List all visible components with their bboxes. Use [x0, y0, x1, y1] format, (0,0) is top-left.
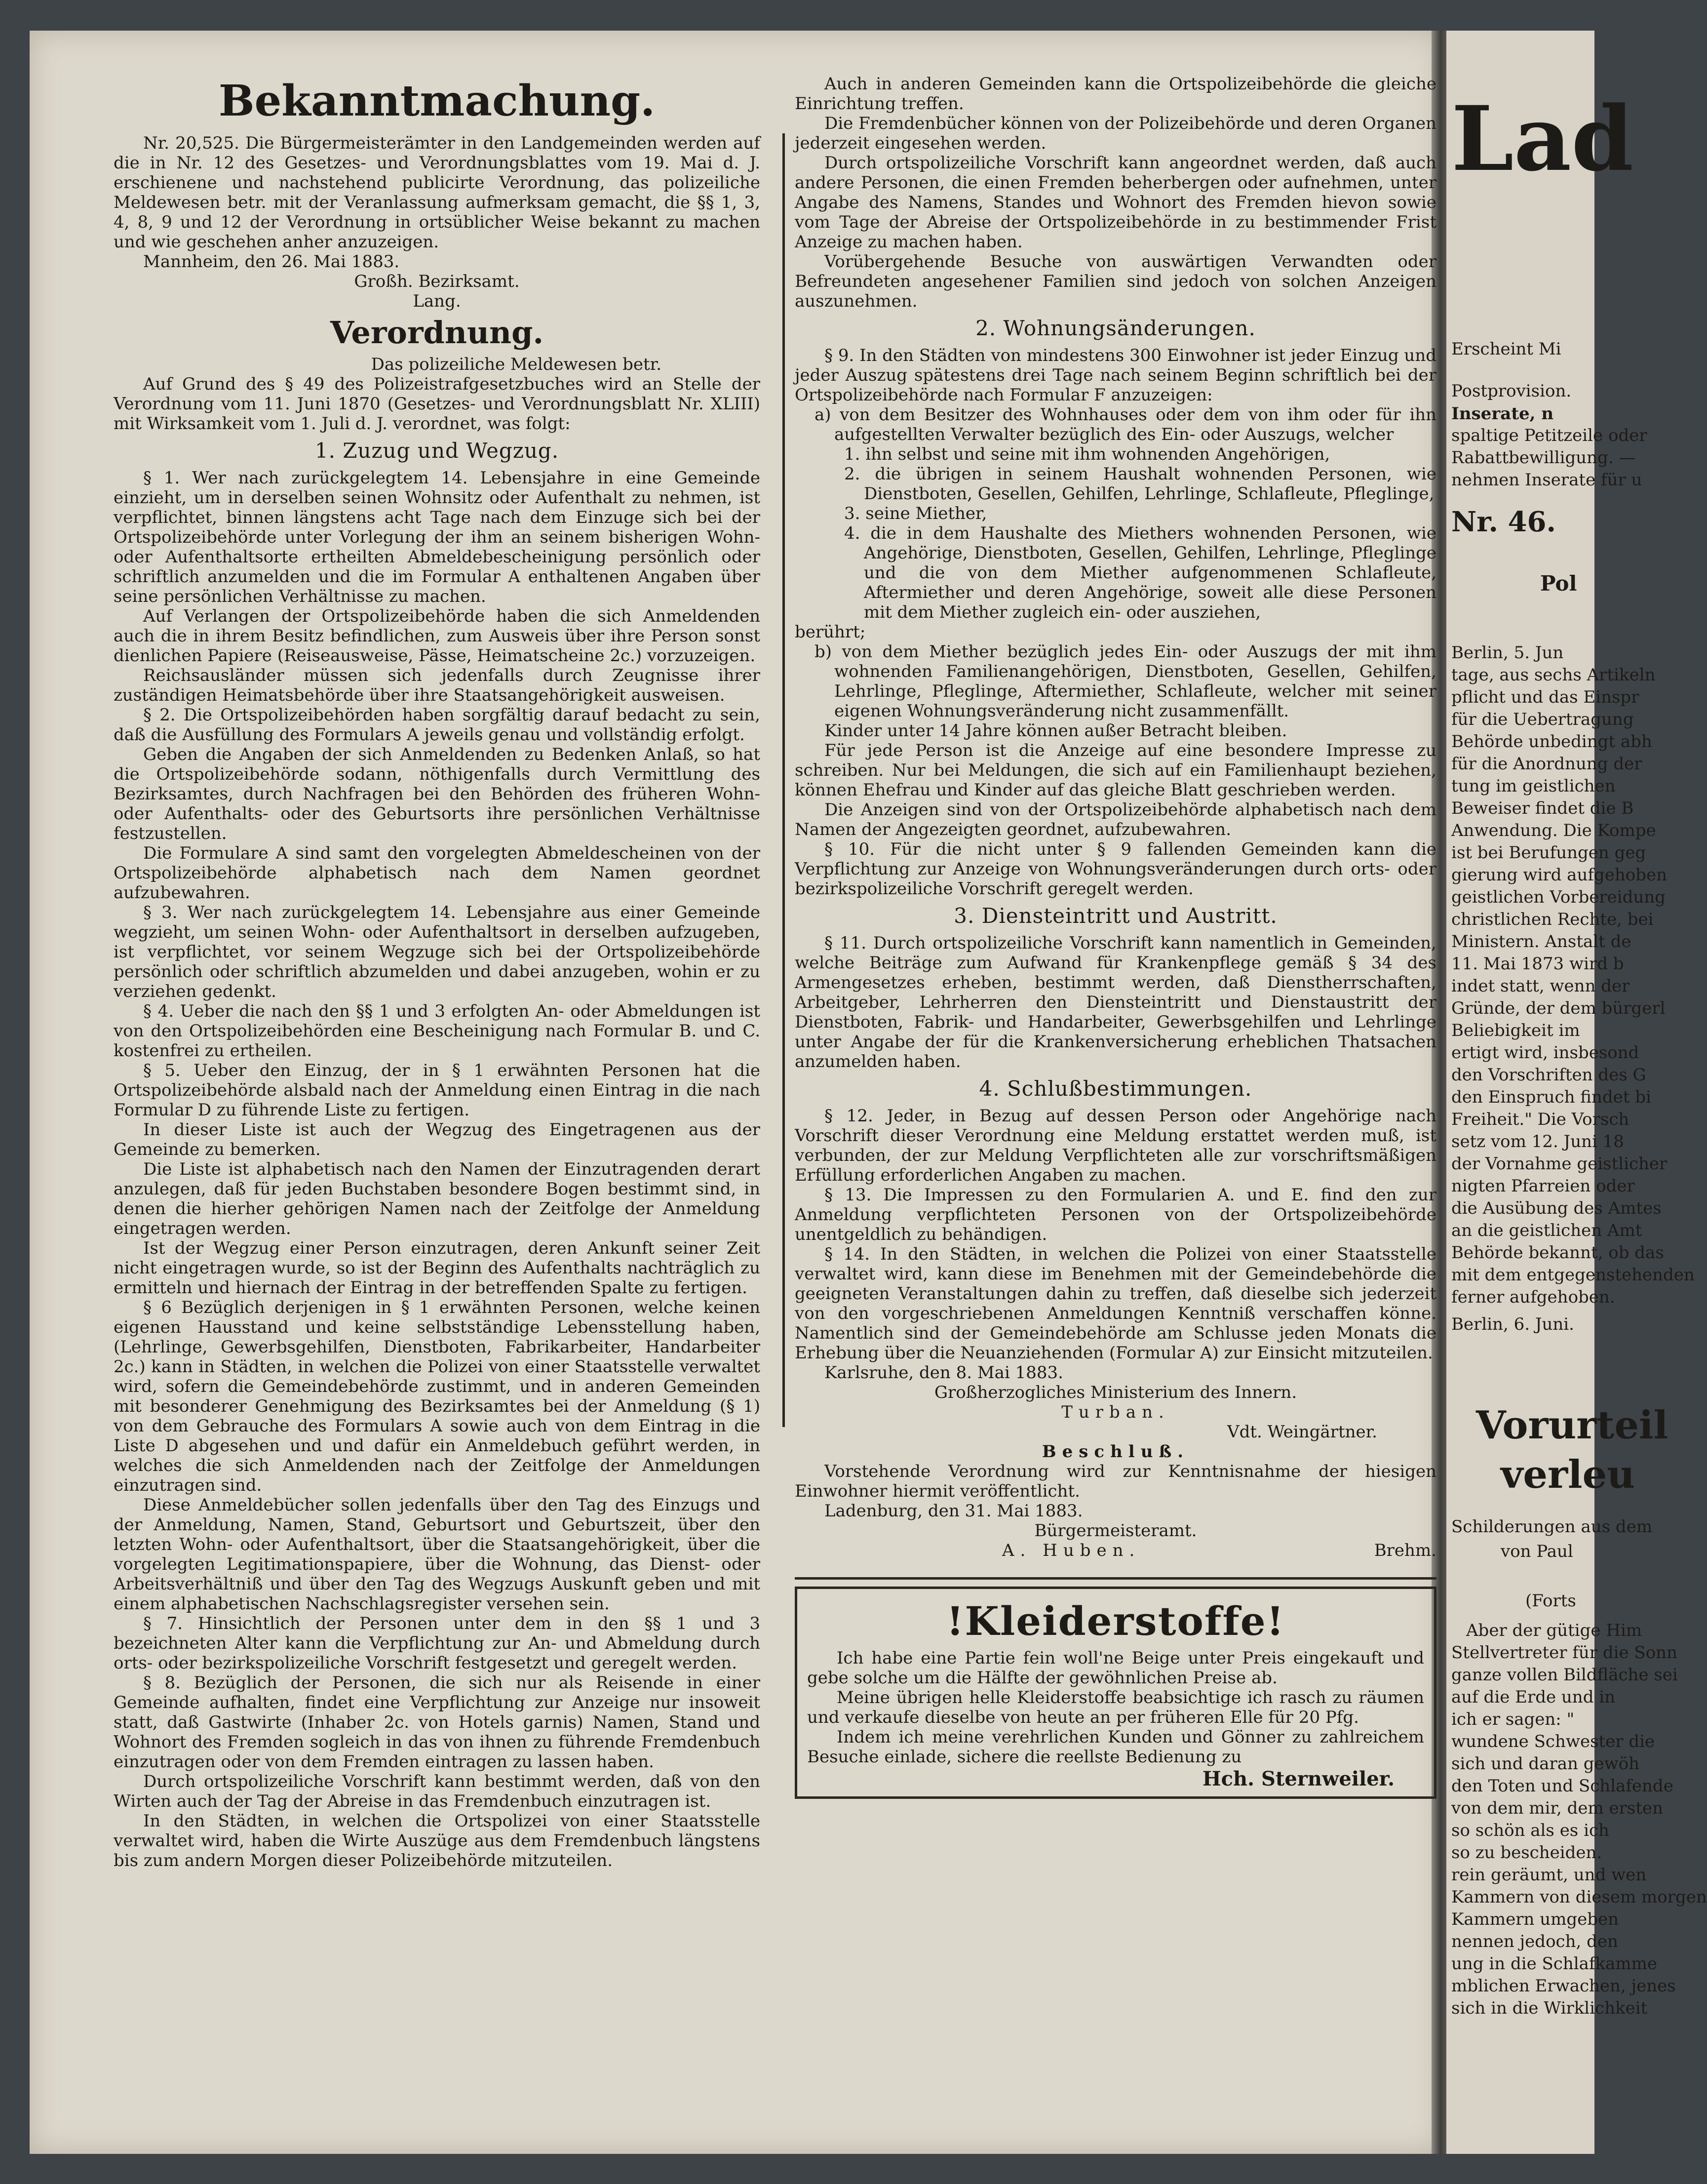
- edge-text: pflicht und das Einspr: [1451, 687, 1639, 707]
- ordinance-ministry: Großherzogliches Ministerium des Innern.: [934, 1383, 1297, 1402]
- edge-text: rein geräumt, und wen: [1451, 1865, 1647, 1885]
- edge-text: für die Anordnung der: [1451, 754, 1642, 774]
- ordinance-signature: Turban.: [1061, 1402, 1170, 1422]
- paragraph: Vorübergehende Besuche von auswärtigen Verwandten oder Befreundeten angesehener Familien sind jedoch von solchen Anzeigen auszunehmen.: [795, 252, 1436, 311]
- section-heading: 4. Schlußbestimmungen.: [979, 1076, 1252, 1101]
- edge-text: Vorurteil: [1476, 1403, 1668, 1448]
- beschluss-signatures: [795, 1541, 1436, 1560]
- left-column: [114, 74, 760, 2099]
- paragraph: Reichsausländer müssen sich jedenfalls durch Zeugnisse ihrer zuständigen Heimatsbehörde über ihre Staatsangehörigkeit ausweisen.: [114, 666, 760, 705]
- list-item: b) von dem Miether bezüglich jedes Ein- oder Auszugs der mit ihm wohnenden Familienangehörigen, Dienstboten, Gesellen, Gehilfen, Lehrlinge, Pfleglinge, Aftermiether, Schlafleute, welcher mit seiner eigenen Wohnungsveränderung nicht zusammenfällt.: [815, 642, 1436, 721]
- list-item: 4. die in dem Haushalte des Miethers wohnenden Personen, wie Angehörige, Dienstboten, Gesellen, Gehilfen, Lehrlinge, Pfleglinge und die von dem Miether aufgenommenen Schlafleute, Aftermiether und deren Angehörige, soweit alle diese Personen mit dem Miether zugleich ein- oder ausziehen,: [844, 523, 1436, 622]
- paragraph: Für jede Person ist die Anzeige auf eine besondere Impresse zu schreiben. Nur bei Meldungen, die sich auf ein Familienhaupt beziehen, können Ehefrau und Kinder auf das gleiche Blatt geschrieben werden.: [795, 741, 1436, 800]
- edge-text: mblichen Erwachen, jenes: [1451, 1976, 1676, 1996]
- edge-text: ung in die Schlafkamme: [1451, 1954, 1657, 1974]
- edge-text: der Vornahme geistlicher: [1451, 1154, 1668, 1174]
- paragraph: § 2. Die Ortspolizeibehörden haben sorgfältig darauf bedacht zu sein, daß die Ausfüllung des Formulars A jeweils genau und vollständig erfolgt.: [114, 705, 760, 745]
- paragraph: Durch ortspolizeiliche Vorschrift kann angeordnet werden, daß auch andere Personen, die einen Fremden beherbergen oder aufnehmen, unter Angabe des Namens, Standes und Wohnort des Fremden hievon sowie vom Tage der Abreise der Ortspolizeibehörde in zu bestimmender Frist Anzeige zu machen haben.: [795, 153, 1436, 252]
- paragraph: § 5. Ueber den Einzug, der in § 1 erwähnten Personen hat die Ortspolizeibehörde alsbald nach der Anmeldung einen Eintrag in die nach Formular D zu führende Liste zu fertigen.: [114, 1061, 760, 1120]
- edge-text: den Vorschriften des G: [1451, 1065, 1646, 1085]
- ad-paragraph: Indem ich meine verehrlichen Kunden und Gönner zu zahlreichem Besuche einlade, sichere die reellste Bedienung zu: [807, 1727, 1424, 1767]
- edge-text: nennen jedoch, den: [1451, 1932, 1618, 1951]
- edge-text: setz vom 12. Juni 18: [1451, 1132, 1624, 1152]
- paragraph: Kinder unter 14 Jahre können außer Betracht bleiben.: [824, 721, 1287, 741]
- paragraph: Ist der Wegzug einer Person einzutragen, deren Ankunft seiner Zeit nicht eingetragen wurde, so ist der Beginn des Aufenthalts nachträglich zu ermitteln und hiernach der Eintrag in der betreffenden Spalte zu fertigen.: [114, 1238, 760, 1298]
- edge-text: indet statt, wenn der: [1451, 976, 1630, 996]
- edge-text: 11. Mai 1873 wird b: [1451, 954, 1624, 974]
- paragraph: Durch ortspolizeiliche Vorschrift kann bestimmt werden, daß von den Wirten auch der Tag der Abreise in das Fremdenbuch einzutragen ist.: [114, 1772, 760, 1811]
- beschluss-signature-1: A. Huben.: [1002, 1541, 1141, 1560]
- edge-text: nehmen Inserate für u: [1451, 470, 1642, 490]
- paragraph: In dieser Liste ist auch der Wegzug des Eingetragenen aus der Gemeinde zu bemerken.: [114, 1120, 760, 1159]
- edge-text: Stellvertreter für die Sonn: [1451, 1643, 1677, 1663]
- list-item: 1. ihn selbst und seine mit ihm wohnenden Angehörigen,: [844, 444, 1330, 464]
- edge-text: verleu: [1501, 1452, 1635, 1497]
- section-heading: 1. Zuzug und Wegzug.: [314, 438, 559, 463]
- edge-text: mit dem entgegenstehenden: [1451, 1265, 1695, 1285]
- edge-text: spaltige Petitzeile oder: [1451, 426, 1647, 445]
- ordinance-place-date: Karlsruhe, den 8. Mai 1883.: [824, 1363, 1063, 1383]
- edge-text: ganze vollen Bildfläche sei: [1451, 1665, 1678, 1685]
- edge-text: Behörde bekannt, ob das: [1451, 1243, 1664, 1263]
- list-item: 3. seine Miether,: [844, 504, 987, 523]
- verordnung-title: Verordnung.: [330, 315, 544, 351]
- paragraph: § 8. Bezüglich der Personen, die sich nur als Reisende in einer Gemeinde aufhalten, findet eine Verpflichtung zur Anzeige nur insoweit statt, daß Gastwirte (Inhaber 2c. von Hotels garnis) Namen, Stand und Wohnort des Fremden sogleich in das von ihnen zu führende Fremdenbuch einzutragen oder von dem Fremden eintragen zu lassen haben.: [114, 1673, 760, 1772]
- edge-text: auf die Erde und in: [1451, 1687, 1616, 1707]
- paragraph: § 6 Bezüglich derjenigen in § 1 erwähnten Personen, welche keinen eigenen Hausstand und keine selbstständige Lebensstellung haben, (Lehrlinge, Gewerbsgehilfen, Dienstboten, Fabrikarbeiter, Handarbeiter 2c.) kann in Städten, in welchen die Polizei von einer Staatsstelle verwaltet wird, sofern die Gemeindebehörde zustimmt, und in anderen Gemeinden mit besonderer Genehmigung des Bezirksamtes bei der Anmeldung (§ 1) von dem Gebrauche des Formulars A sowie auch von dem Eintrag in die Liste D abgesehen und und dafür ein Anmeldebuch geführt werden, in welches die sich Anmeldenden nach der Zeitfolge der Anmeldungen einzutragen sind.: [114, 1298, 760, 1495]
- edge-text: Schilderungen aus dem: [1451, 1517, 1653, 1537]
- section-heading: 3. Diensteintritt und Austritt.: [954, 904, 1278, 928]
- paragraph: § 9. In den Städten von mindestens 300 Einwohner ist jeder Einzug und jeder Auszug spätestens drei Tage nach seinem Beginn schriftlich bei der Ortspolizeibehörde nach Formular F anzuzeigen:: [795, 346, 1436, 405]
- edge-text: tung im geistlichen: [1451, 776, 1616, 796]
- edge-text: Freiheit." Die Vorsch: [1451, 1110, 1629, 1129]
- edge-text: so schön als es ich: [1451, 1821, 1609, 1840]
- edge-text: ertigt wird, insbesond: [1451, 1043, 1639, 1063]
- edge-issue-number: Nr. 46.: [1451, 506, 1556, 538]
- edge-text: die Ausübung des Amtes: [1451, 1198, 1662, 1218]
- list-item: a) von dem Besitzer des Wohnhauses oder dem von ihm oder für ihn aufgestellten Verwalter bezüglich des Ein- oder Auszugs, welcher: [815, 405, 1436, 444]
- bekanntmachung-title: Bekanntmachung.: [218, 76, 656, 126]
- paragraph: § 10. Für die nicht unter § 9 fallenden Gemeinden kann die Verpflichtung zur Anzeige von Wohnungsveränderungen durch orts- oder bezirkspolizeiliche Vorschrift geregelt werden.: [795, 839, 1436, 899]
- ordinance-countersign: Vdt. Weingärtner.: [1227, 1422, 1377, 1442]
- paragraph: Geben die Angaben der sich Anmeldenden zu Bedenken Anlaß, so hat die Ortspolizeibehörde sodann, nöthigenfalls durch Vermittlung des Bezirksamtes, durch Nachfragen bei den Behörden des früheren Wohn- oder Aufenthalts- oder des Geburtsorts ihre persönlichen Verhältnisse festzustellen.: [114, 745, 760, 843]
- column-rule: [782, 133, 785, 1427]
- divider: [795, 1577, 1436, 1580]
- paragraph: Die Anzeigen sind von der Ortspolizeibehörde alphabetisch nach dem Namen der Angezeigten geordnet, aufzubewahren.: [795, 800, 1436, 839]
- edge-text: von dem mir, dem ersten: [1451, 1798, 1664, 1818]
- section-heading: 2. Wohnungsänderungen.: [975, 316, 1256, 340]
- edge-text: Inserate, n: [1451, 404, 1554, 424]
- beschluss-place-date: Ladenburg, den 31. Mai 1883.: [824, 1501, 1083, 1521]
- paragraph: § 11. Durch ortspolizeiliche Vorschrift kann namentlich in Gemeinden, welche Beiträge zum Aufwand für Krankenpflege gemäß § 34 des Armengesetzes erheben, bestimmt werden, daß Dienstherrschaften, Arbeitgeber, Lehrherren den Diensteintritt und Dienstaustritt der Dienstboten, Fabrik- und Handarbeiter, Gewerbsgehilfen und Lehrlinge unter Angabe der für die Krankenversicherung erheblichen Thatsachen anzumelden haben.: [795, 933, 1436, 1072]
- edge-text: Pol: [1540, 571, 1577, 596]
- beschluss-paragraph: Vorstehende Verordnung wird zur Kenntnisnahme der hiesigen Einwohner hiermit veröffentlicht.: [795, 1462, 1436, 1501]
- paragraph: Die Liste ist alphabetisch nach den Namen der Einzutragenden derart anzulegen, daß für jeden Buchstaben besondere Bogen bestimmt sind, in denen die hierher gehörigen Namen nach der Zeitfolge der Anmeldung eingetragen werden.: [114, 1159, 760, 1238]
- verordnung-intro: Auf Grund des § 49 des Polizeistrafgesetzbuches wird an Stelle der Verordnung vom 11. Juni 1870 (Gesetzes- und Verordnungsblatt Nr. XLIII) mit Wirksamkeit vom 1. Juli d. J. verordnet, was folgt:: [114, 374, 760, 434]
- edge-text: von Paul: [1501, 1542, 1573, 1561]
- edge-text: Kammern umgeben: [1451, 1909, 1619, 1929]
- paragraph: Diese Anmeldebücher sollen jedenfalls über den Tag des Einzugs und der Anmeldung, Namen, Stand, Geburtsort und Geburtszeit, über den letzten Wohn- oder Aufenthaltsort, über die Staatsangehörigkeit, über die vorgelegten Legitimationspapiere, über die Wohnung, das Dienst- oder Arbeitsverhältniß und über den Tag des Wegzugs Auskunft geben und mit einem alphabetischen Nachschlagsregister versehen sein.: [114, 1495, 760, 1614]
- beschluss-title: Beschluß.: [1042, 1442, 1190, 1462]
- edge-text: Anwendung. Die Kompe: [1451, 821, 1656, 840]
- edge-text: Rabattbewilligung. —: [1451, 448, 1636, 468]
- paragraph: § 12. Jeder, in Bezug auf dessen Person oder Angehörige nach Vorschrift dieser Verordnung eine Meldung erstattet werden muß, ist verbunden, der zur Meldung Verpflichteten alle zur vorschriftsmäßigen Erfüllung erforderlichen Angaben zu machen.: [795, 1106, 1436, 1185]
- edge-text: sich und daran gewöh: [1451, 1754, 1640, 1774]
- notice-paragraph: Nr. 20,525. Die Bürgermeisterämter in den Landgemeinden werden auf die in Nr. 12 des Gesetzes- und Verordnungsblattes vom 19. Mai d. J. erschienene und nachstehend publicirte Verordnung, das polizeiliche Meldewesen betr. mit der Veranlassung aufmerksam gemacht, die §§ 1, 3, 4, 8, 9 und 12 der Verordnung in ortsüblicher Weise bekannt zu machen und wie geschehen anher anzuzeigen.: [114, 133, 760, 252]
- paragraph: Auf Verlangen der Ortspolizeibehörde haben die sich Anmeldenden auch die in ihrem Besitz befindlichen, zum Ausweis über ihre Person sonst dienlichen Papiere (Reiseausweise, Pässe, Heimatscheine 2c.) vorzuzeigen.: [114, 606, 760, 666]
- ad-paragraph: Meine übrigen helle Kleiderstoffe beabsichtige ich rasch zu räumen und verkaufe dieselbe von heute an per früheren Elle für 20 Pfg.: [807, 1688, 1424, 1727]
- edge-text: für die Uebertragung: [1451, 710, 1634, 729]
- edge-text: Erscheint Mi: [1451, 339, 1561, 359]
- facing-page-edge: [1446, 31, 1707, 2154]
- paragraph: § 14. In den Städten, in welchen die Polizei von einer Staatsstelle verwaltet wird, kann diese im Benehmen mit der Gemeindebehörde die geeigneten Veranstaltungen dahin zu treffen, daß dieselbe sich jederzeit von den vorgeschriebenen Anmeldungen Kenntniß verschaffen könne. Namentlich sind der Gemeindebehörde am Schlusse jeden Monats die Erhebung über die Neuanziehenden (Formular A) zur Einsicht mitzuteilen.: [795, 1244, 1436, 1363]
- edge-text: nigten Pfarreien oder: [1451, 1176, 1635, 1196]
- notice-place-date: Mannheim, den 26. Mai 1883.: [143, 252, 400, 272]
- paragraph: In den Städten, in welchen die Ortspolizei von einer Staatsstelle verwaltet wird, haben die Wirte Auszüge aus dem Fremdenbuch längstens bis zum andern Morgen dieser Polizeibehörde mitzuteilen.: [114, 1811, 760, 1870]
- paragraph: berührt;: [795, 622, 866, 642]
- edge-text: Beliebigkeit im: [1451, 1021, 1580, 1040]
- edge-text: wundene Schwester die: [1451, 1732, 1655, 1751]
- edge-text: Gründe, der dem bürgerl: [1451, 998, 1666, 1018]
- edge-text: gierung wird aufgehoben: [1451, 865, 1667, 885]
- notice-signature: Lang.: [413, 291, 461, 311]
- edge-text: (Forts: [1525, 1591, 1576, 1611]
- edge-text: ist bei Berufungen geg: [1451, 843, 1646, 863]
- verordnung-subject: Das polizeiliche Meldewesen betr.: [371, 355, 661, 374]
- edge-text: geistlichen Vorbereidung: [1451, 887, 1666, 907]
- paragraph: Die Formulare A sind samt den vorgelegten Abmeldescheinen von der Ortspolizeibehörde alphabetisch nach dem Namen geordnet aufzubewahren.: [114, 843, 760, 903]
- edge-text: ich er sagen: ": [1451, 1709, 1575, 1729]
- beschluss-office: Bürgermeisteramt.: [1034, 1521, 1197, 1541]
- edge-text: tage, aus sechs Artikeln: [1451, 665, 1656, 685]
- edge-text: ferner aufgehoben.: [1451, 1287, 1615, 1307]
- advertisement: [795, 1587, 1436, 1799]
- edge-text: Ministern. Anstalt de: [1451, 932, 1631, 952]
- paragraph: Auch in anderen Gemeinden kann die Ortspolizeibehörde die gleiche Einrichtung treffen.: [795, 74, 1436, 114]
- paragraph: Die Fremdenbücher können von der Polizeibehörde und deren Organen jederzeit eingesehen werden.: [795, 114, 1436, 153]
- paragraph: § 13. Die Impressen zu den Formularien A. und E. find den zur Anmeldung verpflichteten Personen von der Ortspolizeibehörde unentgeldlich zu behändigen.: [795, 1185, 1436, 1244]
- edge-text: Postprovision.: [1451, 381, 1572, 401]
- paragraph: § 3. Wer nach zurückgelegtem 14. Lebensjahre aus einer Gemeinde wegzieht, um seinen Wohn- oder Aufenthaltsort in derselben aufzugeben, ist verpflichtet, vor seinem Wegzuge sich bei der Ortspolizeibehörde persönlich oder schriftlich abzumelden und dabei anzugeben, wohin er zu verziehen gedenkt.: [114, 903, 760, 1001]
- edge-masthead: Lad: [1451, 87, 1634, 191]
- ad-headline: !Kleiderstoffe!: [946, 1598, 1285, 1644]
- beschluss-signature-2: Brehm.: [1374, 1541, 1436, 1560]
- edge-text: Berlin, 6. Juni.: [1451, 1314, 1574, 1334]
- edge-text: den Einspruch findet bi: [1451, 1087, 1651, 1107]
- edge-text: so zu bescheiden.: [1451, 1843, 1602, 1863]
- ad-signature: Hch. Sternweiler.: [1202, 1767, 1395, 1790]
- list-item: 2. die übrigen in seinem Haushalt wohnenden Personen, wie Dienstboten, Gesellen, Gehilfen, Lehrlinge, Schlafleute, Pfleglinge,: [844, 464, 1436, 504]
- notice-office: Großh. Bezirksamt.: [354, 272, 520, 291]
- paragraph: § 4. Ueber die nach den §§ 1 und 3 erfolgten An- oder Abmeldungen ist von den Ortspolizeibehörden eine Bescheinigung nach Formular B. und C. kostenfrei zu ertheilen.: [114, 1001, 760, 1061]
- right-column: [795, 74, 1436, 2099]
- edge-text: Behörde unbedingt abh: [1451, 732, 1652, 752]
- edge-text: Kammern von diesem morgen: [1451, 1887, 1707, 1907]
- edge-text: Aber der gütige Him: [1466, 1621, 1642, 1640]
- edge-text: Beweiser findet die B: [1451, 798, 1634, 818]
- edge-text: christlichen Rechte, bei: [1451, 910, 1654, 929]
- edge-text: an die geistlichen Amt: [1451, 1221, 1642, 1240]
- edge-text: sich in die Wirklichkeit: [1451, 1998, 1648, 2018]
- paragraph: § 1. Wer nach zurückgelegtem 14. Lebensjahre in eine Gemeinde einzieht, um in derselben seinen Wohnsitz oder Aufenthalt zu nehmen, ist verpflichtet, binnen längstens acht Tage nach dem Einzuge sich bei der Ortspolizeibehörde unter Vorlegung der ihm an seinem bisherigen Wohn- oder Aufenthaltsorte ertheilten Abmeldebescheinigung persönlich oder schriftlich anzumelden und die im Formular A enthaltenen Angaben über seine persönlichen Verhältnisse zu machen.: [114, 468, 760, 606]
- edge-text: Berlin, 5. Jun: [1451, 643, 1564, 663]
- paragraph: § 7. Hinsichtlich der Personen unter dem in den §§ 1 und 3 bezeichneten Alter kann die Verpflichtung zur An- und Abmeldung durch orts- oder bezirkspolizeiliche Vorschrift festgesetzt und geregelt werden.: [114, 1614, 760, 1673]
- ad-paragraph: Ich habe eine Partie fein woll'ne Beige unter Preis eingekauft und gebe solche um die Hälfte der gewöhnlichen Preise ab.: [807, 1648, 1424, 1688]
- edge-text: den Toten und Schlafende: [1451, 1776, 1673, 1796]
